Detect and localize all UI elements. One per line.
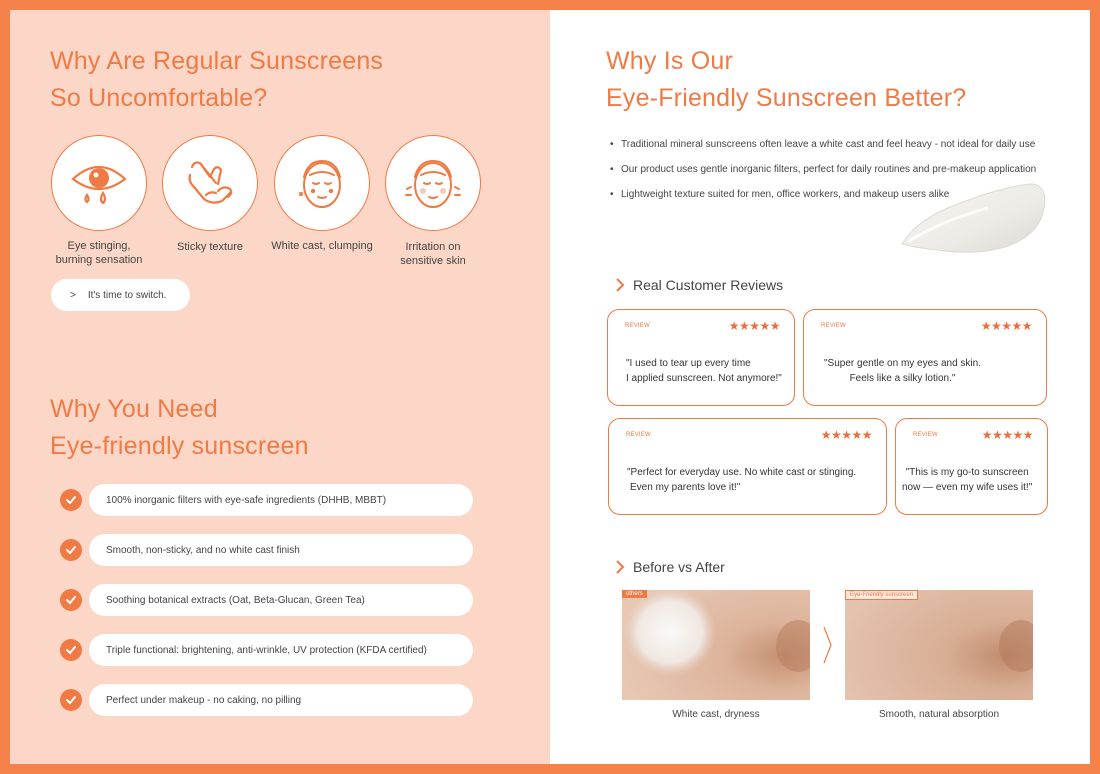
star-rating: ★★★★★ — [728, 319, 780, 333]
review-tag: REVIEW — [913, 432, 938, 438]
check-icon — [60, 539, 82, 561]
problem-icon-hand — [162, 135, 258, 231]
problem-label-eye: Eye stinging, burning sensation — [55, 240, 143, 266]
feature-item: Perfect under makeup - no caking, no pilling — [89, 684, 473, 716]
eye-tear-icon — [67, 151, 131, 215]
check-icon — [60, 489, 82, 511]
problem-label-cast: White cast, clumping — [271, 240, 373, 252]
sticky-hand-icon — [178, 151, 242, 215]
before-tag: others — [622, 590, 647, 598]
benefit-item: • Traditional mineral sunscreens often leave a white cast and feel heavy - not ideal for daily use — [610, 138, 1036, 163]
benefit-item: • Lightweight texture suited for men, office workers, and makeup users alike — [610, 188, 1036, 213]
need-heading: Why You Need Eye-friendly sunscreen — [50, 395, 309, 460]
after-photo — [845, 590, 1033, 700]
problem-icon-eye — [51, 135, 147, 231]
star-rating: ★★★★★ — [981, 428, 1033, 442]
review-tag: REVIEW — [626, 432, 651, 438]
chevron-right-icon: > — [70, 289, 76, 301]
review-card — [608, 418, 887, 515]
review-card — [895, 418, 1048, 515]
problem-icon-face-irritation — [385, 135, 481, 231]
right-panel — [550, 10, 1090, 764]
star-rating: ★★★★★ — [980, 319, 1032, 333]
chevron-right-icon — [823, 626, 833, 664]
switch-button[interactable] — [51, 279, 190, 311]
review-quote: "I used to tear up every time I applied sunscreen. Not anymore!" — [626, 358, 782, 384]
review-quote: "Super gentle on my eyes and skin. Feels like a silky lotion." — [824, 358, 981, 384]
review-quote: "Perfect for everyday use. No white cast or stinging. Even my parents love it!" — [627, 467, 857, 493]
check-icon — [60, 589, 82, 611]
feature-item: Soothing botanical extracts (Oat, Beta-Glucan, Green Tea) — [89, 584, 473, 616]
before-after-title: Before vs After — [616, 559, 725, 575]
after-tag: Eye-Friendly sunscreen — [845, 590, 918, 600]
better-heading: Why Is Our Eye-Friendly Sunscreen Better? — [606, 47, 967, 112]
star-rating: ★★★★★ — [820, 428, 872, 442]
review-quote: "This is my go-to sunscreen now — even my wife uses it!" — [902, 467, 1033, 493]
feature-item: Triple functional: brightening, anti-wrinkle, UV protection (KFDA certified) — [89, 634, 473, 666]
chevron-right-icon — [616, 278, 625, 292]
problem-label-irritation: Irritation on sensitive skin — [400, 241, 466, 267]
face-white-cast-icon — [290, 151, 354, 215]
cream-swatch-image — [898, 178, 1048, 262]
face-irritation-icon — [401, 151, 465, 215]
review-card — [803, 309, 1047, 406]
reviews-title: Real Customer Reviews — [616, 277, 783, 293]
review-tag: REVIEW — [821, 323, 846, 329]
review-card — [607, 309, 795, 406]
switch-button-label: It's time to switch. — [87, 289, 167, 301]
problem-label-sticky: Sticky texture — [176, 241, 244, 253]
before-caption: White cast, dryness — [672, 709, 760, 720]
feature-item: 100% inorganic filters with eye-safe ingredients (DHHB, MBBT) — [89, 484, 473, 516]
review-tag: REVIEW — [625, 323, 650, 329]
left-panel — [10, 10, 550, 764]
check-icon — [60, 689, 82, 711]
after-caption: Smooth, natural absorption — [878, 709, 1000, 720]
before-photo — [622, 590, 810, 700]
feature-item: Smooth, non-sticky, and no white cast finish — [89, 534, 473, 566]
check-icon — [60, 639, 82, 661]
chevron-right-icon — [616, 560, 625, 574]
benefit-item: • Our product uses gentle inorganic filters, perfect for daily routines and pre-makeup application — [610, 163, 1036, 188]
problem-heading: Why Are Regular Sunscreens So Uncomfortable? — [50, 47, 384, 112]
problem-icon-face-cast — [274, 135, 370, 231]
